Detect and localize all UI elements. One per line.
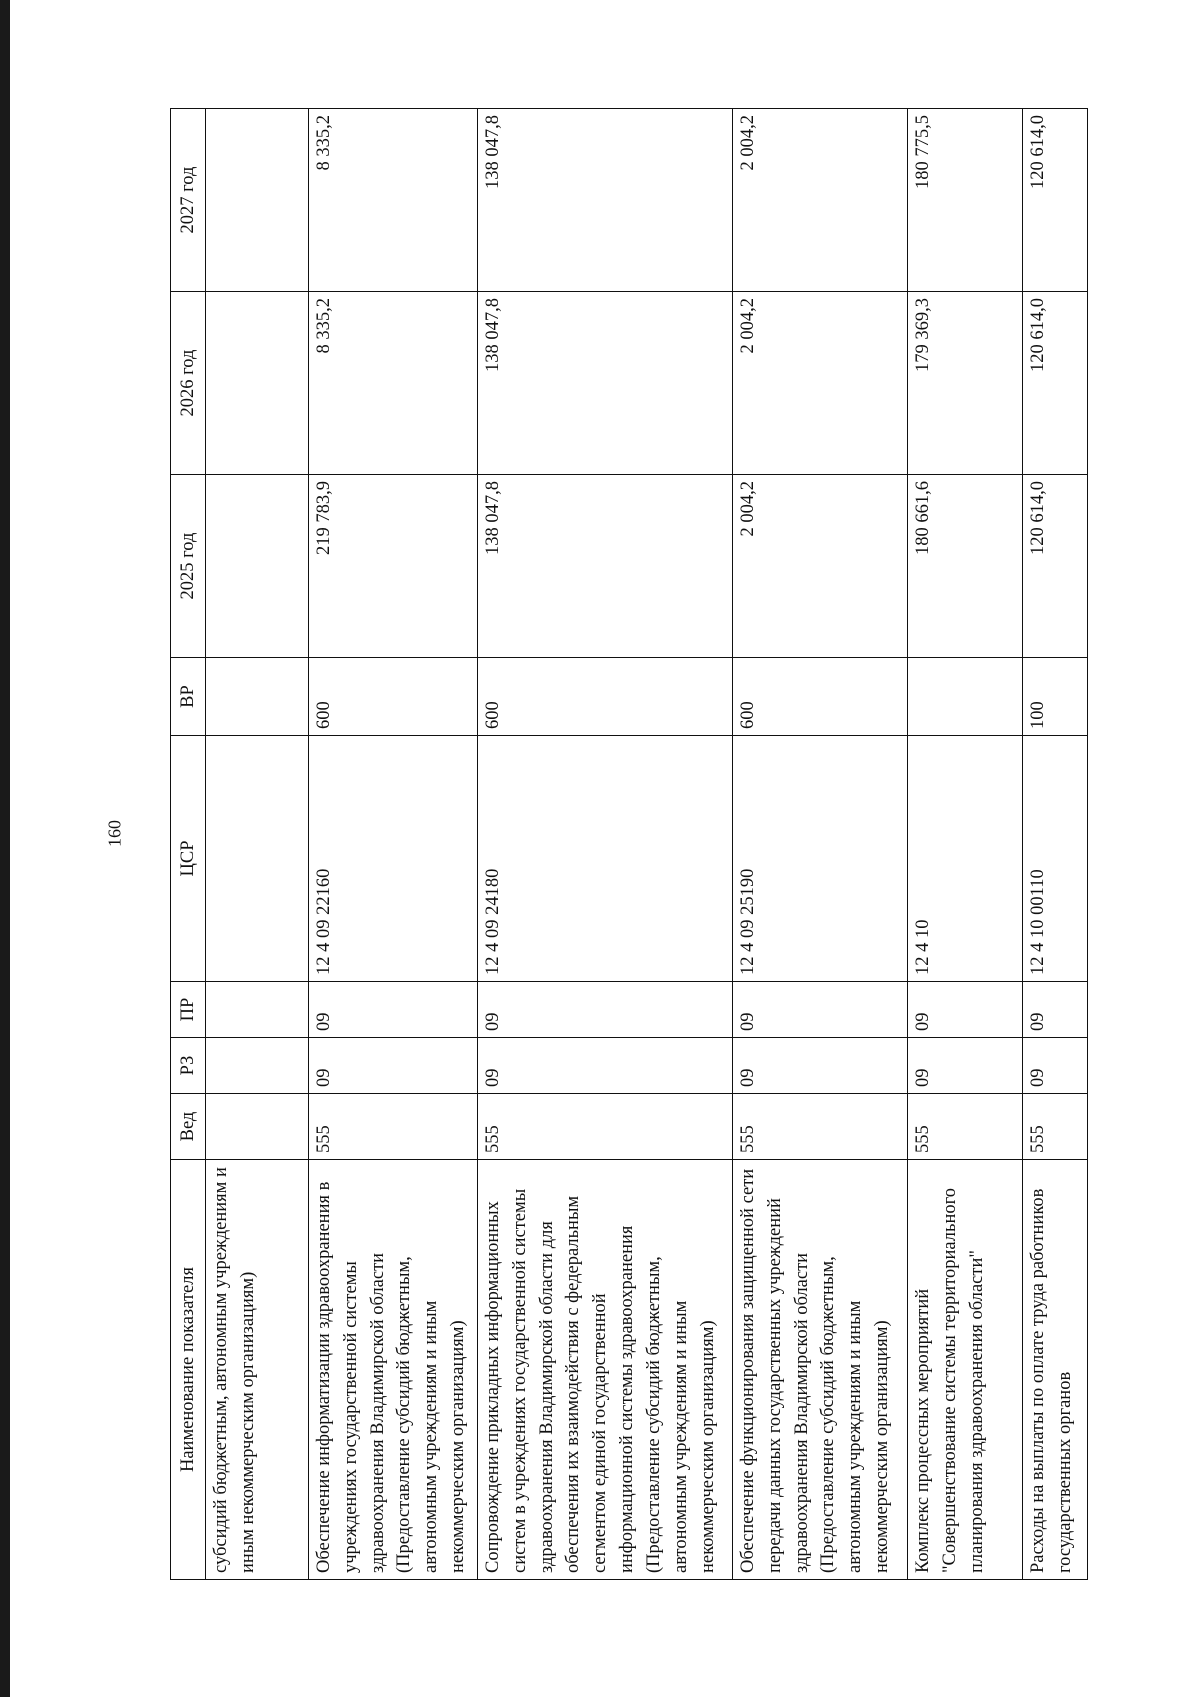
cell-2026: 179 369,3 (908, 292, 1023, 475)
cell-ved: 555 (478, 1094, 733, 1160)
cell-pr: 09 (309, 982, 478, 1038)
cell-rz: 09 (1023, 1038, 1088, 1094)
table-row (478, 109, 733, 1580)
cell-name: субсидий бюджетным, автономным учреждениям и иным некоммерческим организациям) (206, 1160, 309, 1580)
cell-pr: 09 (478, 982, 733, 1038)
cell-rz: 09 (733, 1038, 908, 1094)
table-row (733, 109, 908, 1580)
cell-2026: 138 047,8 (478, 292, 733, 475)
cell-2027: 8 335,2 (309, 109, 478, 292)
table-row (206, 109, 309, 1580)
cell-2027: 138 047,8 (478, 109, 733, 292)
header-ved: Вед (171, 1094, 206, 1160)
cell-pr (206, 982, 309, 1038)
budget-table (170, 108, 1088, 1580)
cell-2026 (206, 292, 309, 475)
cell-2025: 120 614,0 (1023, 475, 1088, 658)
cell-csr: 12 4 10 (908, 736, 1023, 982)
header-name: Наименование показателя (171, 1160, 206, 1580)
cell-name: Комплекс процессных мероприятий "Совершенствование системы территориального планирования здравоохранения области" (908, 1160, 1023, 1580)
cell-2025: 219 783,9 (309, 475, 478, 658)
cell-vr: 100 (1023, 658, 1088, 736)
header-csr: ЦСР (171, 736, 206, 982)
cell-rz: 09 (309, 1038, 478, 1094)
cell-ved: 555 (908, 1094, 1023, 1160)
cell-2027: 2 004,2 (733, 109, 908, 292)
cell-vr: 600 (478, 658, 733, 736)
cell-csr: 12 4 09 24180 (478, 736, 733, 982)
cell-ved: 555 (1023, 1094, 1088, 1160)
rotated-table-area (170, 108, 1130, 1580)
scan-edge-bar (0, 0, 10, 1697)
cell-2026: 2 004,2 (733, 292, 908, 475)
cell-name: Сопровождение прикладных информационных систем в учреждениях государственной системы здравоохранения Владимирской области для обеспечения их взаимодействия с федеральным сегментом единой государственной информационной системы здравоохранения (Предоставление субсидий бюджетным, автономным учреждениям и иным некоммерческим организациям) (478, 1160, 733, 1580)
cell-pr: 09 (1023, 982, 1088, 1038)
cell-pr: 09 (908, 982, 1023, 1038)
cell-2025: 138 047,8 (478, 475, 733, 658)
cell-ved: 555 (733, 1094, 908, 1160)
cell-2027 (206, 109, 309, 292)
page-number: 160 (104, 820, 125, 847)
cell-vr: 600 (309, 658, 478, 736)
header-2027: 2027 год (171, 109, 206, 292)
table-row (1023, 109, 1088, 1580)
cell-name: Обеспечение информатизации здравоохранения в учреждениях государственной системы здравоохранения Владимирской области (Предоставление субсидий бюджетным, автономным учреждениям и иным некоммерческим организациям) (309, 1160, 478, 1580)
cell-csr (206, 736, 309, 982)
header-2026: 2026 год (171, 292, 206, 475)
cell-csr: 12 4 09 22160 (309, 736, 478, 982)
header-vr: ВР (171, 658, 206, 736)
cell-2027: 180 775,5 (908, 109, 1023, 292)
cell-pr: 09 (733, 982, 908, 1038)
cell-rz: 09 (478, 1038, 733, 1094)
cell-2026: 120 614,0 (1023, 292, 1088, 475)
rotated-content (170, 108, 1130, 1580)
cell-2027: 120 614,0 (1023, 109, 1088, 292)
cell-rz (206, 1038, 309, 1094)
header-rz: РЗ (171, 1038, 206, 1094)
cell-csr: 12 4 09 25190 (733, 736, 908, 982)
table-row (908, 109, 1023, 1580)
cell-vr (206, 658, 309, 736)
cell-2025 (206, 475, 309, 658)
header-pr: ПР (171, 982, 206, 1038)
table-row (309, 109, 478, 1580)
cell-name: Расходы на выплаты по оплате труда работников государственных органов (1023, 1160, 1088, 1580)
cell-2025: 2 004,2 (733, 475, 908, 658)
cell-rz: 09 (908, 1038, 1023, 1094)
cell-csr: 12 4 10 00110 (1023, 736, 1088, 982)
cell-ved (206, 1094, 309, 1160)
cell-vr (908, 658, 1023, 736)
cell-2026: 8 335,2 (309, 292, 478, 475)
header-row (171, 109, 206, 1580)
cell-name: Обеспечение функционирования защищенной сети передачи данных государственных учреждений здравоохранения Владимирской области (Предоставление субсидий бюджетным, автономным учреждениям и иным некоммерческим организациям) (733, 1160, 908, 1580)
cell-ved: 555 (309, 1094, 478, 1160)
header-2025: 2025 год (171, 475, 206, 658)
cell-vr: 600 (733, 658, 908, 736)
cell-2025: 180 661,6 (908, 475, 1023, 658)
